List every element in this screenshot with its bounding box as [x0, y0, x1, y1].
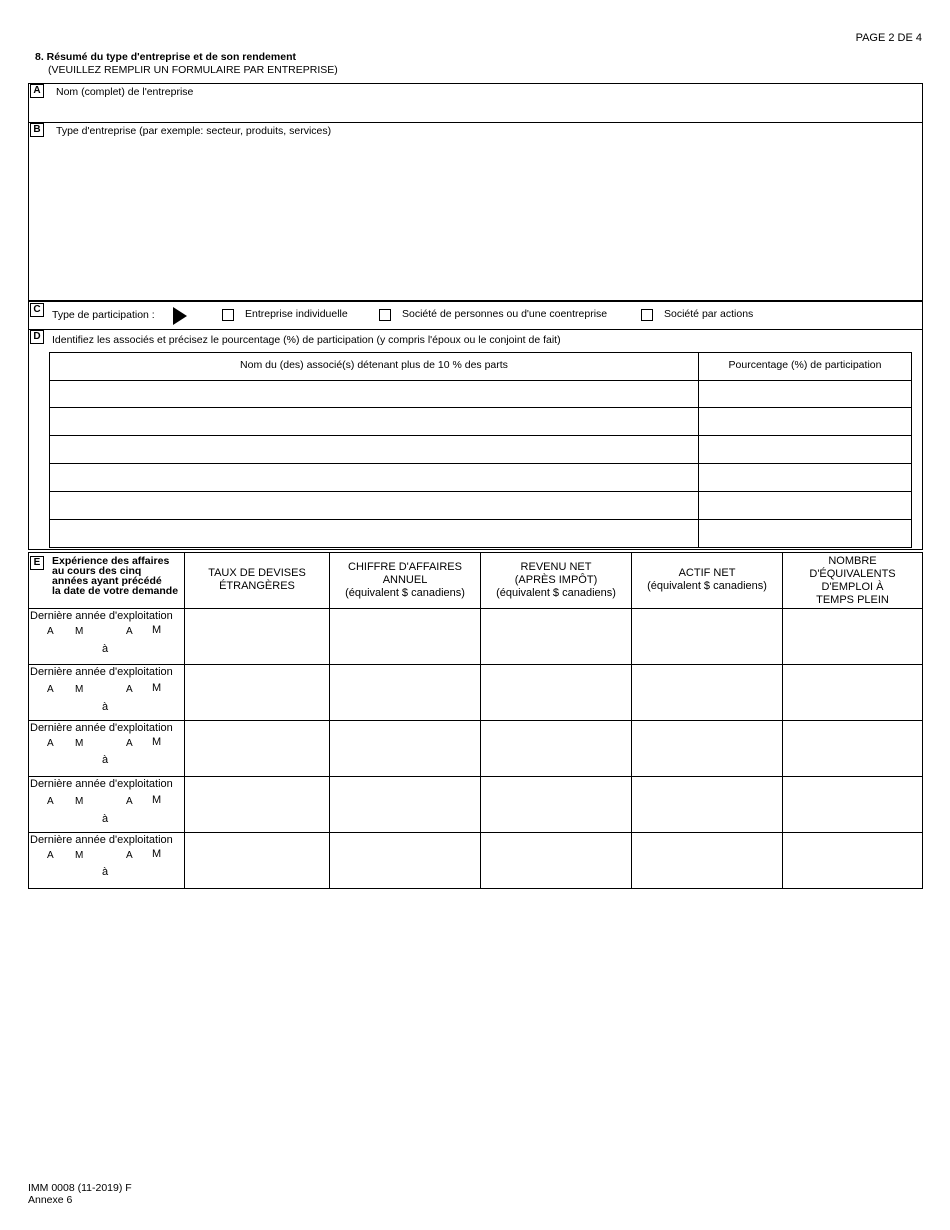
divider-a-b	[28, 122, 923, 123]
net-assets-field[interactable]	[632, 665, 782, 720]
partner-name-field-3[interactable]	[50, 436, 697, 463]
net-income-field[interactable]	[481, 609, 631, 664]
year-from-label: A	[47, 626, 54, 637]
header-net-income	[481, 561, 631, 600]
row-label: Dernière année d'exploitation	[30, 778, 173, 790]
header-line: TAUX DE DEVISES	[208, 567, 306, 579]
letter-c: C	[30, 303, 44, 317]
month-from-label: M	[75, 796, 84, 807]
fte-count-field[interactable]	[783, 609, 922, 664]
foreign-exchange-field[interactable]	[185, 833, 329, 888]
month-to-label: M	[152, 736, 162, 748]
partners-header-percent: Pourcentage (%) de participation	[728, 359, 882, 371]
business-name-label: Nom (complet) de l'entreprise	[56, 86, 194, 98]
annex-label: Annexe 6	[28, 1194, 73, 1206]
option-corporation: Société par actions	[664, 308, 754, 320]
year-to-label: A	[126, 738, 133, 749]
month-to-label: M	[152, 794, 162, 806]
month-from-label: M	[75, 684, 84, 695]
net-income-field[interactable]	[481, 777, 631, 832]
header-line: TEMPS PLEIN	[816, 594, 889, 606]
year-to-label: A	[126, 796, 133, 807]
net-income-field[interactable]	[481, 665, 631, 720]
header-fte-count	[783, 555, 922, 607]
header-line: REVENU NET	[520, 561, 592, 573]
to-label: à	[102, 643, 109, 655]
annual-turnover-field[interactable]	[330, 833, 480, 888]
net-assets-field[interactable]	[632, 609, 782, 664]
experience-input-grid	[185, 609, 922, 888]
net-assets-field[interactable]	[632, 833, 782, 888]
month-from-label: M	[75, 850, 84, 861]
net-assets-field[interactable]	[632, 777, 782, 832]
partner-percent-field-3[interactable]	[699, 436, 911, 463]
partner-name-field-1[interactable]	[50, 381, 697, 407]
header-line: ÉTRANGÈRES	[219, 580, 295, 592]
header-line: (équivalent $ canadiens)	[496, 587, 616, 599]
header-annual-turnover	[330, 561, 480, 600]
row-label: Dernière année d'exploitation	[30, 834, 173, 846]
letter-a: A	[30, 84, 44, 98]
partner-name-field-5[interactable]	[50, 492, 697, 519]
header-net-assets	[632, 567, 782, 593]
annual-turnover-field[interactable]	[330, 721, 480, 776]
partner-name-field-2[interactable]	[50, 408, 697, 435]
experience-row	[29, 721, 184, 776]
year-from-label: A	[47, 850, 54, 861]
arrow-right-icon	[173, 307, 187, 325]
year-from-label: A	[47, 684, 54, 695]
fte-count-field[interactable]	[783, 777, 922, 832]
partner-percent-field-1[interactable]	[699, 381, 911, 407]
partner-percent-field-6[interactable]	[699, 520, 911, 547]
footer	[28, 1182, 132, 1206]
annual-turnover-field[interactable]	[330, 777, 480, 832]
annual-turnover-field[interactable]	[330, 665, 480, 720]
divider-c-d	[28, 329, 923, 330]
partner-percent-field-5[interactable]	[699, 492, 911, 519]
month-to-label: M	[152, 624, 162, 636]
experience-header-line: la date de votre demande	[52, 585, 179, 597]
experience-row	[29, 609, 184, 664]
header-line: (équivalent $ canadiens)	[345, 587, 465, 599]
experience-row	[29, 833, 184, 888]
row-label: Dernière année d'exploitation	[30, 666, 173, 678]
fte-count-field[interactable]	[783, 833, 922, 888]
partners-label: Identifiez les associés et précisez le pourcentage (%) de participation (y compris l'époux ou le conjoint de fait)	[52, 334, 561, 346]
option-sole-proprietorship: Entreprise individuelle	[245, 308, 348, 320]
header-line: ACTIF NET	[678, 567, 736, 579]
foreign-exchange-field[interactable]	[185, 721, 329, 776]
page-number: PAGE 2 DE 4	[855, 32, 922, 44]
net-income-field[interactable]	[481, 721, 631, 776]
partner-name-field-4[interactable]	[50, 464, 697, 491]
year-from-label: A	[47, 738, 54, 749]
divider-b-c	[28, 300, 923, 302]
business-type-field[interactable]	[46, 140, 916, 298]
month-to-label: M	[152, 682, 162, 694]
header-line: (APRÈS IMPÔT)	[514, 574, 598, 586]
business-type-label: Type d'entreprise (par exemple: secteur, produits, services)	[56, 125, 332, 137]
net-assets-field[interactable]	[632, 721, 782, 776]
letter-e: E	[30, 556, 44, 570]
month-from-label: M	[75, 626, 84, 637]
foreign-exchange-field[interactable]	[185, 777, 329, 832]
year-to-label: A	[126, 684, 133, 695]
net-income-field[interactable]	[481, 833, 631, 888]
fte-count-field[interactable]	[783, 721, 922, 776]
month-to-label: M	[152, 848, 162, 860]
header-line: NOMBRE	[828, 555, 877, 567]
partners-header-name: Nom du (des) associé(s) détenant plus de 10 % des parts	[240, 359, 508, 371]
annual-turnover-field[interactable]	[330, 609, 480, 664]
month-from-label: M	[75, 738, 84, 749]
section-subtitle: (VEUILLEZ REMPLIR UN FORMULAIRE PAR ENTREPRISE)	[48, 64, 338, 76]
foreign-exchange-field[interactable]	[185, 665, 329, 720]
letter-d: D	[30, 330, 44, 344]
letter-b: B	[30, 123, 44, 137]
year-from-label: A	[47, 796, 54, 807]
foreign-exchange-field[interactable]	[185, 609, 329, 664]
ownership-type-label: Type de participation :	[52, 309, 155, 321]
partner-percent-field-4[interactable]	[699, 464, 911, 491]
header-line: (équivalent $ canadiens)	[647, 580, 767, 592]
experience-row	[29, 665, 184, 720]
to-label: à	[102, 813, 109, 825]
checkbox-sole-proprietorship[interactable]	[222, 309, 234, 321]
to-label: à	[102, 754, 109, 766]
experience-row	[29, 777, 184, 832]
section-title: 8. Résumé du type d'entreprise et de son rendement	[35, 51, 296, 63]
partner-percent-field-2[interactable]	[699, 408, 911, 435]
option-partnership: Société de personnes ou d'une coentreprise	[402, 308, 608, 320]
year-to-label: A	[126, 626, 133, 637]
partner-name-field-6[interactable]	[50, 520, 697, 547]
experience-header	[52, 556, 178, 596]
to-label: à	[102, 866, 109, 878]
fte-count-field[interactable]	[783, 665, 922, 720]
row-label: Dernière année d'exploitation	[30, 722, 173, 734]
form-code: IMM 0008 (11-2019) F	[28, 1182, 132, 1194]
checkbox-partnership[interactable]	[379, 309, 391, 321]
header-foreign-exchange	[185, 567, 329, 593]
business-name-field[interactable]	[46, 98, 916, 120]
experience-header-line: Expérience des affaires	[52, 555, 170, 567]
experience-header-line: au cours des cinq	[52, 565, 142, 577]
experience-header-line: années ayant précédé	[52, 575, 162, 587]
header-line: D'EMPLOI À	[821, 581, 884, 593]
header-line: ANNUEL	[382, 574, 428, 586]
row-label: Dernière année d'exploitation	[30, 610, 173, 622]
year-to-label: A	[126, 850, 133, 861]
to-label: à	[102, 701, 109, 713]
header-line: CHIFFRE D'AFFAIRES	[348, 561, 462, 573]
checkbox-corporation[interactable]	[641, 309, 653, 321]
header-line: D'ÉQUIVALENTS	[809, 568, 896, 580]
